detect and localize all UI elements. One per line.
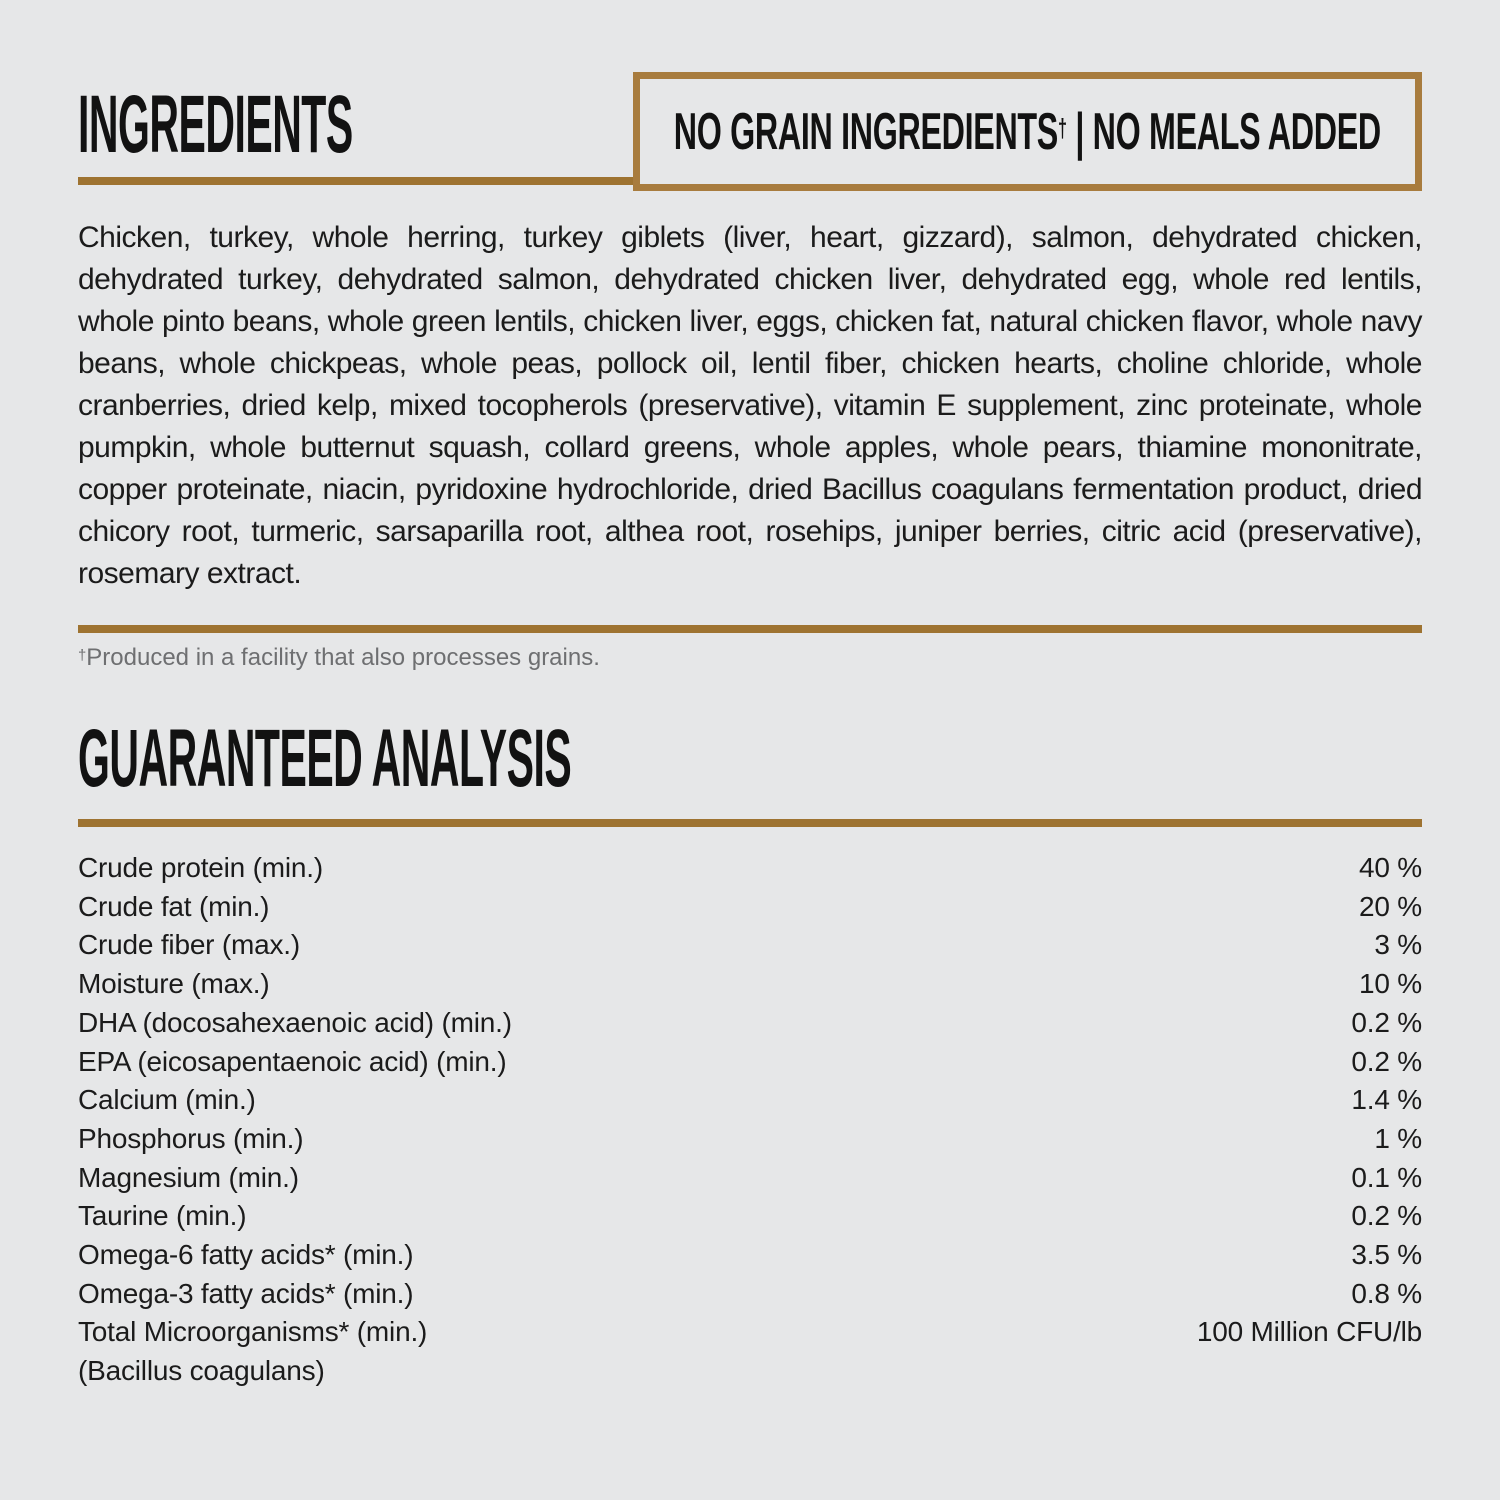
analysis-row-value: 10 % bbox=[1358, 968, 1422, 1000]
analysis-row bbox=[78, 1197, 1422, 1236]
analysis-row bbox=[78, 888, 1422, 927]
analysis-row-value: 0.8 % bbox=[1351, 1277, 1422, 1309]
dagger-symbol: † bbox=[1058, 112, 1067, 143]
analysis-row bbox=[78, 1081, 1422, 1120]
no-grain-badge bbox=[633, 72, 1422, 191]
analysis-row-value: 3 % bbox=[1374, 929, 1422, 961]
analysis-row-value: 0.2 % bbox=[1351, 1045, 1422, 1077]
analysis-row-value: 40 % bbox=[1358, 852, 1422, 883]
analysis-row bbox=[78, 965, 1422, 1004]
analysis-row bbox=[78, 1159, 1422, 1198]
ingredients-paragraph: Chicken, turkey, whole herring, turkey giblets (liver, heart, gizzard), salmon, dehydrated chicken, dehydrated turkey, dehydrated salmon, dehydrated chicken liver, dehydrated egg, whole red lentils, whole pinto beans, whole green lentils, chicken liver, eggs, chicken fat, natural chicken flavor, whole navy beans, whole chickpeas, whole peas, pollock oil, lentil fiber, chicken hearts, choline chloride, whole cranberries, dried kelp, mixed tocopherols (preservative), vitamin E supplement, zinc proteinate, whole pumpkin, whole butternut squash, collard greens, whole apples, whole pears, thiamine mononitrate, copper proteinate, niacin, pyridoxine hydrochloride, dried Bacillus coagulans fermentation product, dried chicory root, turmeric, sarsaparilla root, althea root, rosehips, juniper berries, citric acid (preservative), rosemary extract. bbox=[78, 221, 1422, 590]
analysis-row-label: Crude fiber (max.) bbox=[78, 929, 301, 961]
analysis-row bbox=[78, 1236, 1422, 1275]
analysis-row bbox=[78, 926, 1422, 965]
analysis-row-label: Omega-6 fatty acids* (min.) bbox=[78, 1239, 414, 1271]
analysis-row bbox=[78, 1275, 1422, 1314]
analysis-row-label: Calcium (min.) bbox=[78, 1084, 256, 1116]
analysis-row-value: 3.5 % bbox=[1351, 1239, 1422, 1271]
analysis-row-label: Taurine (min.) bbox=[78, 1200, 247, 1232]
analysis-row-value: 20 % bbox=[1358, 890, 1422, 922]
analysis-row-label: DHA (docosahexaenoic acid) (min.) bbox=[78, 1006, 512, 1038]
guaranteed-analysis-table bbox=[78, 849, 1422, 1391]
analysis-row bbox=[78, 1120, 1422, 1159]
analysis-row-label: Omega-3 fatty acids* (min.) bbox=[78, 1277, 414, 1309]
analysis-row-value: 1 % bbox=[1374, 1122, 1422, 1154]
analysis-row bbox=[78, 1043, 1422, 1082]
analysis-row-value: 100 Million CFU/lb bbox=[1196, 1316, 1422, 1348]
analysis-row-value: 1.4 % bbox=[1351, 1084, 1422, 1116]
guaranteed-analysis-divider-rule bbox=[78, 819, 1422, 827]
analysis-row bbox=[78, 1004, 1422, 1043]
analysis-row-value: 0.1 % bbox=[1351, 1161, 1422, 1193]
analysis-row-label: Crude fat (min.) bbox=[78, 890, 270, 922]
badge-text-post: | NO MEALS ADDED bbox=[1066, 102, 1382, 161]
footnote-dagger-symbol: † bbox=[78, 647, 87, 664]
badge-text-pre: NO GRAIN INGREDIENTS bbox=[673, 102, 1059, 161]
analysis-row-label: Total Microorganisms* (min.) bbox=[78, 1316, 428, 1348]
analysis-row-label: (Bacillus coagulans) bbox=[78, 1355, 325, 1387]
ingredients-heading: INGREDIENTS bbox=[78, 79, 353, 170]
analysis-row bbox=[78, 849, 1422, 888]
analysis-row-label: EPA (eicosapentaenoic acid) (min.) bbox=[78, 1045, 507, 1077]
footnote-divider-rule bbox=[78, 625, 1422, 633]
analysis-row-label: Moisture (max.) bbox=[78, 968, 270, 1000]
analysis-row-value: 0.2 % bbox=[1351, 1200, 1422, 1232]
footnote-text: Produced in a facility that also processes grains. bbox=[86, 644, 600, 671]
grain-facility-footnote bbox=[78, 643, 1422, 676]
analysis-row-label: Phosphorus (min.) bbox=[78, 1122, 304, 1154]
analysis-row bbox=[78, 1313, 1422, 1352]
no-grain-badge-text bbox=[673, 102, 1382, 161]
guaranteed-analysis-heading: GUARANTEED ANALYSIS bbox=[78, 713, 572, 804]
analysis-row bbox=[78, 1352, 1422, 1391]
analysis-row-label: Crude protein (min.) bbox=[78, 852, 323, 883]
guaranteed-analysis-header bbox=[78, 713, 1422, 804]
ingredients-header bbox=[78, 0, 1422, 191]
analysis-row-value: 0.2 % bbox=[1351, 1006, 1422, 1038]
analysis-row-label: Magnesium (min.) bbox=[78, 1161, 299, 1193]
